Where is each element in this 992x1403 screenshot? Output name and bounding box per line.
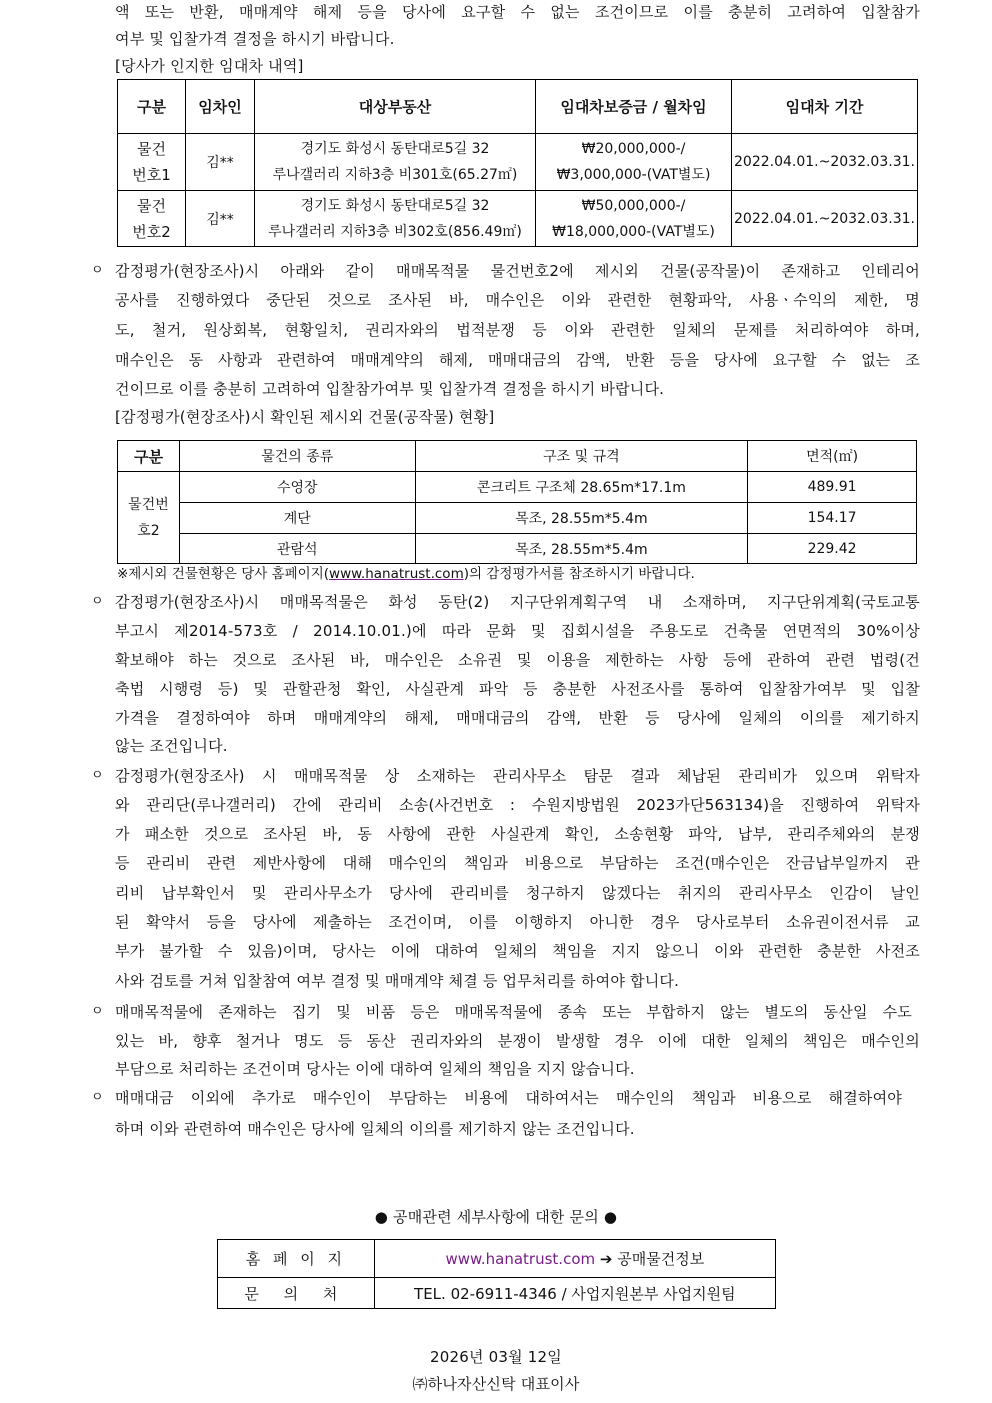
row-period: 2022.04.01.~2032.03.31. [732, 134, 918, 191]
table-row [118, 134, 918, 191]
paragraph1-line: 도, 철거, 원상회복, 현황일치, 권리자와의 법적분쟁 등 이와 관련한 일체의 문제를 처리하여야 하며, [115, 321, 920, 339]
paragraph3-line: 와 관리단(루나갤러리) 간에 관리비 소송(사건번호 : 수원지방법원 2023가단563134)을 진행하여 위탁자 [115, 796, 920, 814]
bullet-icon: ㅇ [91, 768, 104, 783]
row-property [255, 134, 536, 191]
inquiry-row-contact [218, 1278, 776, 1309]
group-label-line: 호2 [137, 522, 160, 539]
inquiry-table [217, 1239, 776, 1309]
structures-header-row [118, 441, 917, 472]
row-area: 489.91 [748, 472, 917, 503]
paragraph2-line: 않는 조건입니다. [115, 737, 228, 755]
homepage-link[interactable]: www.hanatrust.com [445, 1250, 596, 1268]
paragraph2-line: 부고시 제2014-573호 / 2014.10.01.)에 따라 문화 및 집회시설을 주용도로 건축물 연면적의 30%이상 [115, 622, 920, 640]
row-type: 관람석 [179, 534, 415, 564]
homepage-suffix: 공매물건정보 [617, 1250, 705, 1268]
inquiry-row-homepage [218, 1240, 776, 1278]
bullet-icon: ㅇ [91, 263, 104, 278]
note-prefix: ※제시외 건물현황은 당사 홈페이지( [117, 566, 330, 582]
row-structure: 목조, 28.55m*5.4m [415, 503, 748, 534]
paragraph3-line: 감정평가(현장조사) 시 매매목적물 상 소재하는 관리사무소 탐문 결과 체납된 관리비가 있으며 위탁자 [115, 767, 920, 785]
property-line: 경기도 화성시 동탄대로5길 32 [300, 197, 490, 214]
paragraph1-line: 건이므로 이를 충분히 고려하여 입찰참가여부 및 입찰가격 결정을 하시기 바랍니다. [115, 380, 665, 398]
paragraph4-line: 부담으로 처리하는 조건이며 당사는 이에 대하여 일체의 책임을 지지 않습니다. [115, 1060, 635, 1078]
header-category: 구분 [118, 80, 186, 134]
lease-header-row [118, 80, 918, 134]
arrow-right-icon: ➔ [599, 1250, 613, 1268]
paragraph1-line: 공사를 진행하였다 중단된 것으로 조사된 바, 매수인은 이와 관련한 현황파악, 사용ㆍ수익의 제한, 명 [115, 291, 920, 309]
paragraph5-line: 하며 이와 관련하여 매수인은 당사에 일체의 이의를 제기하지 않는 조건입니다. [115, 1120, 635, 1138]
paragraph2-line: 가격을 결정하여야 하며 매매계약의 해제, 매매대금의 감액, 반환 등 당사에 일체의 이의를 제기하지 [115, 709, 920, 727]
row-property [255, 191, 536, 247]
paragraph3-line: 된 확약서 등을 당사에 제출하는 조건이며, 이를 이행하지 아니한 경우 당사로부터 소유권이전서류 교 [115, 913, 920, 931]
row-structure: 콘크리트 구조체 28.65m*17.1m [415, 472, 748, 503]
row-deposit-rent [536, 191, 732, 247]
homepage-link[interactable]: www.hanatrust.com [329, 566, 464, 582]
row-structure: 목조, 28.55m*5.4m [415, 534, 748, 564]
paragraph1-line: 감정평가(현장조사)시 아래와 같이 매매목적물 물건번호2에 제시외 건물(공작물)이 존재하고 인테리어 [115, 262, 920, 280]
header-category: 구분 [118, 441, 180, 472]
structures-note [117, 565, 695, 583]
paragraph3-line: 부가 불가할 수 있음)이며, 당사는 이에 대하여 일체의 책임을 지지 않으니 이와 관련한 충분한 사전조 [115, 942, 920, 960]
note-suffix: )의 감정평가서를 참조하시기 바랍니다. [463, 566, 695, 582]
intro-line: 여부 및 입찰가격 결정을 하시기 바랍니다. [115, 30, 395, 48]
header-type: 물건의 종류 [179, 441, 415, 472]
lease-table [117, 79, 918, 247]
paragraph5-line: 매매대금 이외에 추가로 매수인이 부담하는 비용에 대하여서는 매수인의 책임과 비용으로 해결하여야 [115, 1089, 902, 1107]
inquiry-title: ● 공매관련 세부사항에 대한 문의 ● [374, 1208, 618, 1226]
row-tenant: 김** [186, 191, 255, 247]
paragraph3-line: 가 패소한 것으로 조사된 바, 동 사항에 관한 사실관계 확인, 소송현황 파악, 납부, 관리주체와의 분쟁 [115, 825, 920, 843]
table-row [118, 503, 917, 534]
table-row [118, 472, 917, 503]
paragraph1-line: 매수인은 동 사항과 관련하여 매매계약의 해제, 매매대금의 감액, 반환 등을 당사에 요구할 수 없는 조 [115, 351, 920, 369]
bullet-icon: ㅇ [91, 594, 104, 609]
row-category [118, 191, 186, 247]
row-category [118, 134, 186, 191]
row-deposit-rent [536, 134, 732, 191]
property-line: 경기도 화성시 동탄대로5길 32 [300, 141, 490, 157]
paragraph3-line: 사와 검토를 거쳐 입찰참여 여부 결정 및 매매계약 체결 등 업무처리를 하여야 합니다. [115, 972, 680, 990]
deposit-line: ₩50,000,000-/ [581, 197, 686, 214]
paragraph2-line: 감정평가(현장조사)시 매매목적물은 화성 동탄(2) 지구단위계획구역 내 소재하며, 지구단위계획(국토교통 [115, 593, 920, 611]
row-type: 수영장 [179, 472, 415, 503]
row-area: 229.42 [748, 534, 917, 564]
deposit-line: ₩20,000,000-/ [581, 141, 686, 157]
header-deposit-rent: 임대차보증금 / 월차임 [536, 80, 732, 134]
category-line: 번호2 [132, 222, 171, 241]
homepage-label: 홈 페 이 지 [218, 1240, 375, 1278]
bullet-icon: ㅇ [91, 1004, 104, 1019]
category-line: 물건 [137, 196, 166, 215]
structures-heading: [감정평가(현장조사)시 확인된 제시외 건물(공작물) 현황] [115, 408, 495, 426]
property-line: 루나갤러리 지하3층 비301호(65.27㎡) [272, 167, 518, 183]
bullet-icon: ㅇ [91, 1090, 104, 1105]
row-area: 154.17 [748, 503, 917, 534]
table-row [118, 534, 917, 564]
structures-table [117, 440, 917, 564]
rent-line: ₩18,000,000-(VAT별도) [552, 223, 715, 240]
footer-company: ㈜하나자산신탁 대표이사 [412, 1375, 580, 1393]
row-tenant: 김** [186, 134, 255, 191]
group-label-line: 물건번 [128, 496, 169, 513]
paragraph2-line: 확보해야 하는 것으로 조사된 바, 매수인은 소유권 및 이용을 제한하는 사항 등에 관하여 관련 법령(건 [115, 651, 920, 669]
group-label [118, 472, 180, 564]
row-type: 계단 [179, 503, 415, 534]
paragraph3-line: 등 관리비 관련 제반사항에 대해 매수인의 책임과 비용으로 부담하는 조건(매수인은 잔금납부일까지 관 [115, 854, 920, 872]
header-property: 대상부동산 [255, 80, 536, 134]
intro-line: 액 또는 반환, 매매계약 해제 등을 당사에 요구할 수 없는 조건이므로 이를 충분히 고려하여 입찰참가 [115, 3, 920, 21]
paragraph4-line: 있는 바, 향후 철거나 명도 등 동산 권리자와의 분쟁이 발생할 경우 이에 대한 일체의 책임은 매수인의 [115, 1032, 920, 1050]
rent-line: ₩3,000,000-(VAT별도) [556, 167, 711, 183]
row-period: 2022.04.01.~2032.03.31. [732, 191, 918, 247]
table-row [118, 191, 918, 247]
header-structure: 구조 및 규격 [415, 441, 748, 472]
header-tenant: 임차인 [186, 80, 255, 134]
contact-value: TEL. 02-6911-4346 / 사업지원본부 사업지원팀 [374, 1278, 775, 1309]
property-line: 루나갤러리 지하3층 비302호(856.49㎡) [268, 223, 522, 240]
paragraph2-line: 축법 시행령 등) 및 관할관청 확인, 사실관계 파악 등 충분한 사전조사를 통하여 입찰참가여부 및 입찰 [115, 680, 920, 698]
paragraph3-line: 리비 납부확인서 및 관리사무소가 당사에 관리비를 청구하지 않겠다는 취지의 관리사무소 인감이 날인 [115, 884, 920, 902]
footer-date: 2026년 03월 12일 [430, 1348, 562, 1366]
category-line: 물건 [137, 140, 166, 158]
header-area: 면적(㎡) [748, 441, 917, 472]
paragraph4-line: 매매목적물에 존재하는 집기 및 비품 등은 매매목적물에 종속 또는 부합하지 않는 별도의 동산일 수도 [115, 1003, 912, 1021]
header-period: 임대차 기간 [732, 80, 918, 134]
lease-heading: [당사가 인지한 임대차 내역] [115, 57, 304, 75]
homepage-value [374, 1240, 775, 1278]
contact-label: 문 의 처 [218, 1278, 375, 1309]
category-line: 번호1 [132, 166, 171, 184]
